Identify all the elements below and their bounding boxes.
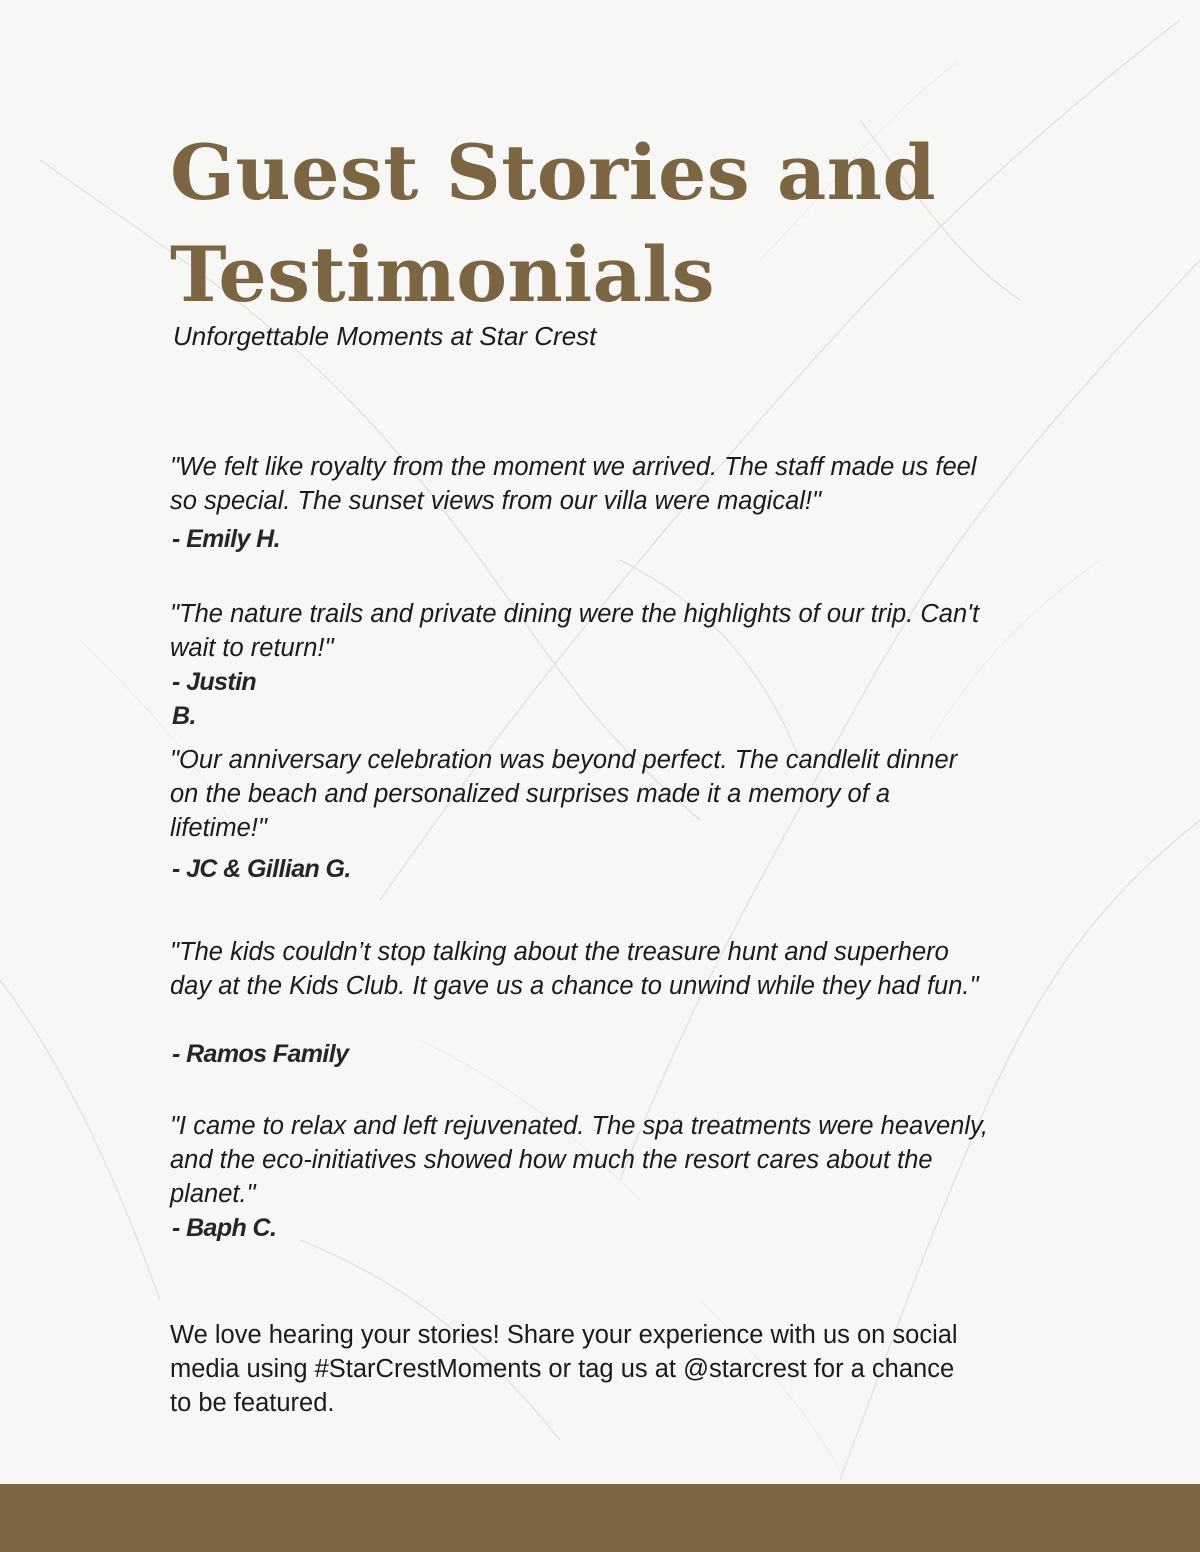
testimonial-quote: "The kids couldn’t stop talking about the treasure hunt and superhero day at the Kids Club. It gave us a chance to unwind while they had fun."	[170, 938, 979, 1000]
testimonial-author: - JC & Gillian G.	[172, 855, 351, 883]
page-title: Guest Stories and Testimonials	[170, 128, 937, 319]
testimonial-author: - Emily H.	[172, 525, 280, 553]
testimonial-quote: "We felt like royalty from the moment we arrived. The staff made us feel so special. The sunset views from our villa were magical!"	[170, 453, 977, 515]
testimonial-author: - Baph C.	[172, 1214, 277, 1242]
testimonial-quote: "The nature trails and private dining were the highlights of our trip. Can't wait to return!"	[170, 600, 980, 662]
page-subtitle: Unforgettable Moments at Star Crest	[173, 321, 597, 351]
footer-bar	[0, 1484, 1200, 1552]
testimonial-quote: "I came to relax and left rejuvenated. The spa treatments were heavenly, and the eco-initiatives showed how much the resort cares about the planet."	[170, 1112, 988, 1208]
testimonial-quote: "Our anniversary celebration was beyond perfect. The candlelit dinner on the beach and personalized surprises made it a memory of a lifetime!"	[170, 746, 958, 842]
testimonial-author: - Ramos Family	[172, 1040, 349, 1068]
closing-paragraph: We love hearing your stories! Share your experience with us on social media using #StarCrestMoments or tag us at @starcrest for a chance to be featured.	[170, 1321, 958, 1417]
testimonial-author: - Justin B.	[172, 668, 257, 730]
